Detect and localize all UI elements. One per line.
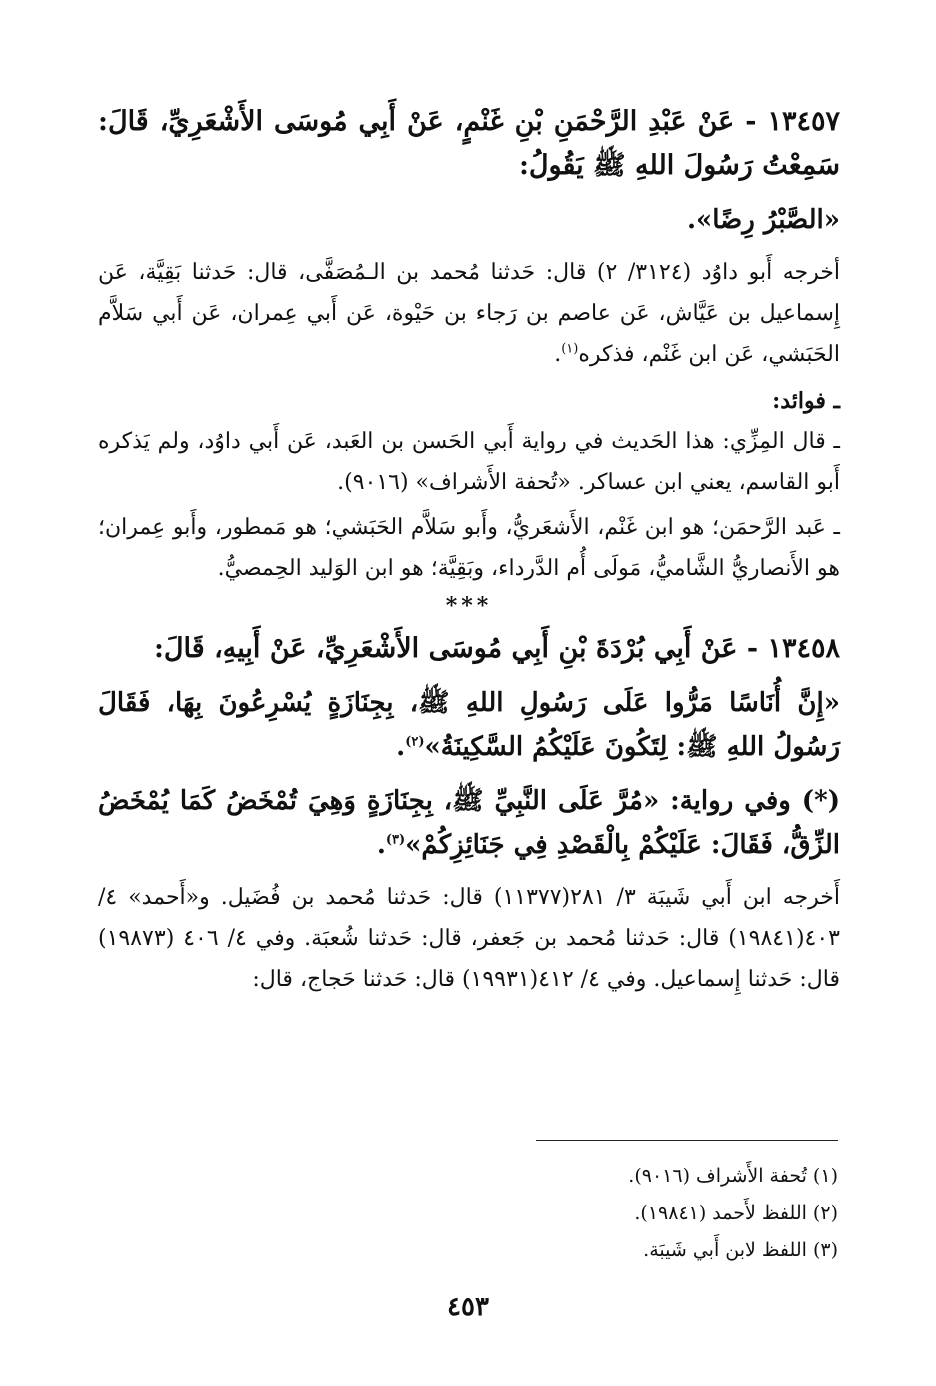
footnote-ref[interactable]: (١) [561, 341, 579, 357]
footnote-ref[interactable]: (٢) [405, 734, 425, 750]
footnote-ref[interactable]: (٣) [385, 832, 406, 848]
matn-text: «إِنَّ أُنَاسًا مَرُّوا عَلَى رَسُولِ اللهِ ﷺ، بِجِنَازَةٍ يُسْرِعُونَ بِهَا، فَقَالَ رَسُولُ اللهِ ﷺ: لِتَكُونَ عَلَيْكُمُ السَّكِينَةُ» [98, 688, 840, 762]
hadith-number: ١٣٤٥٨ [767, 633, 840, 664]
fawaid-item: ـ قال المِزِّي: هذا الحَديث في رواية أَبي الحَسن بن العَبد، عَن أَبي داوُد، ولم يَذكره أَبو القاسم، يعني ابن عساكر. «تُحفة الأَشراف» (٩٠١٦). [98, 429, 840, 495]
hadith-1358-takhrij: أَخرجه ابن أَبي شَيبَة ٣/ ٢٨١(١١٣٧٧) قال: حَدثنا مُحمد بن فُضَيل. و«أَحمد» ٤/ ٤٠٣(١٩٨٤١) قال: حَدثنا مُحمد بن جَعفر، قال: حَدثنا شُعبَة. وفي ٤/ ٤٠٦ (١٩٨٧٣) قال: حَدثنا إِسماعيل. وفي ٤/ ٤١٢(١٩٩٣١) قال: حَدثنا حَجاج، قال: [98, 885, 841, 992]
fawaid-heading: ـ فوائد: [772, 388, 840, 414]
riwaya-text: (*) وفي رواية: «مُرَّ عَلَى النَّبِيِّ ﷺ، بِجِنَازَةٍ وَهِيَ تُمْخَضُ كَمَا يُمْخَضُ الزِّقُّ، فَقَالَ: عَلَيْكُمْ بِالْقَصْدِ فِي جَنَائِزِكُمْ» [98, 786, 840, 860]
footnote-divider [536, 1140, 838, 1141]
hadith-1358-riwaya: (*) وفي رواية: «مُرَّ عَلَى النَّبِيِّ ﷺ، بِجِنَازَةٍ وَهِيَ تُمْخَضُ كَمَا يُمْخَضُ الزِّقُّ، فَقَالَ: عَلَيْكُمْ بِالْقَصْدِ فِي جَنَائِزِكُمْ»$^{(٣)}$. [98, 786, 840, 860]
hadith-text: - عَنْ أَبِي بُرْدَةَ بْنِ أَبِي مُوسَى الأَشْعَرِيِّ، عَنْ أَبِيهِ، قَالَ: [153, 633, 768, 664]
footnote: (٢) اللفظ لأَحمد (١٩٨٤١). [634, 1202, 838, 1224]
footnote: (٣) اللفظ لابن أَبي شَيبَة. [643, 1239, 838, 1261]
hadith-1357-takhrij: أخرجه أَبو داوُد (٣١٢٤/ ٢) قال: حَدثنا مُحمد بن الـمُصَفَّى، قال: حَدثنا بَقِيَّة، عَن إِسماعيل بن عَيَّاش، عَن عاصم بن رَجاء بن حَيْوة، عَن أَبي عِمران، عَن أَبي سَلاَّم الحَبَشي، عَن ابن غَنْم، فذكره$^{(١)}$. [98, 260, 840, 367]
hadith-1357-matn: «الصَّبْرُ رِضًا». [686, 205, 840, 235]
page-number: ٤٥٣ [447, 1292, 489, 1322]
hadith-1357-header [98, 100, 840, 188]
hadith-number: ١٣٤٥٧ [767, 106, 840, 137]
section-separator: *** [445, 593, 493, 619]
hadith-1358-header [98, 627, 840, 671]
hadith-1358-matn: «إِنَّ أُنَاسًا مَرُّوا عَلَى رَسُولِ اللهِ ﷺ، بِجِنَازَةٍ يُسْرِعُونَ بِهَا، فَقَالَ رَسُولُ اللهِ ﷺ: لِتَكُونَ عَلَيْكُمُ السَّكِينَةُ»$^{(٢)}$. [98, 688, 840, 762]
fawaid-item: ـ عَبد الرَّحمَن؛ هو ابن غَنْم، الأَشعَريُّ، وأَبو سَلاَّم الحَبَشي؛ هو مَمطور، وأَبو عِمران؛ هو الأَنصاريُّ الشَّاميُّ، مَولَى أُم الدَّرداء، وبَقِيَّة؛ هو ابن الوَليد الحِمصيُّ. [98, 515, 840, 581]
footnotes [338, 1158, 838, 1269]
hadith-text: - عَنْ عَبْدِ الرَّحْمَنِ بْنِ غَنْمٍ، عَنْ أَبِي مُوسَى الأَشْعَرِيِّ، قَالَ: سَمِعْتُ رَسُولَ اللهِ ﷺ يَقُولُ: [98, 106, 840, 181]
footnote: (١) تُحفة الأَشراف (٩٠١٦). [628, 1165, 838, 1187]
takhrij-text: أخرجه أَبو داوُد (٣١٢٤/ ٢) قال: حَدثنا مُحمد بن الـمُصَفَّى، قال: حَدثنا بَقِيَّة، عَن إِسماعيل بن عَيَّاش، عَن عاصم بن رَجاء بن حَيْوة، عَن أَبي عِمران، عَن أَبي سَلاَّم الحَبَشي، عَن ابن غَنْم، فذكره [98, 260, 840, 367]
